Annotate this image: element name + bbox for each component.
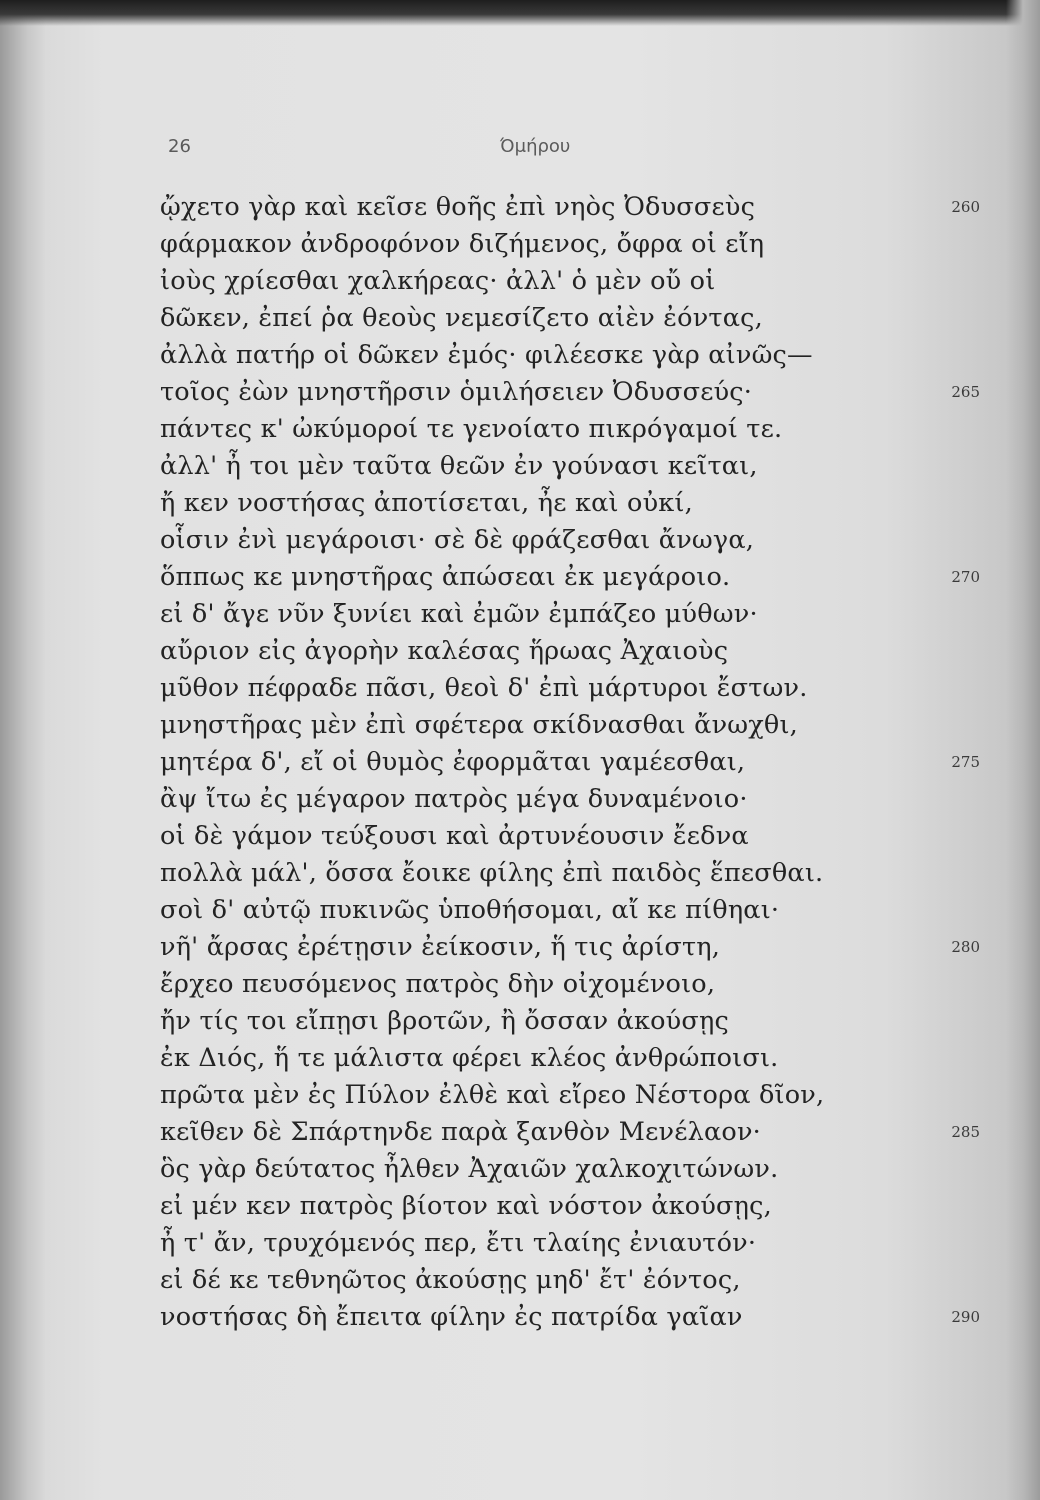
verse-line: εἰ μέν κεν πατρὸς βίοτον καὶ νόστον ἀκούσῃς,	[160, 1191, 772, 1221]
verse-line: σοὶ δ' αὐτῷ πυκινῶς ὑποθήσομαι, αἴ κε πίθηαι·	[160, 895, 780, 925]
verse-line: ἤ κεν νοστήσας ἀποτίσεται, ἦε καὶ οὐκί,	[160, 488, 693, 518]
verse-line: μητέρα δ', εἴ οἱ θυμὸς ἐφορμᾶται γαμέεσθαι,	[160, 747, 746, 777]
page-top-edge	[0, 0, 1040, 26]
verse-line: ἀλλ' ἦ τοι μὲν ταῦτα θεῶν ἐν γούνασι κεῖται,	[160, 451, 758, 481]
verse-line: ἐκ Διός, ἥ τε μάλιστα φέρει κλέος ἀνθρώποισι.	[160, 1043, 779, 1073]
verse-line: ᾤχετο γὰρ καὶ κεῖσε θοῆς ἐπὶ νηὸς Ὀδυσσεὺς	[160, 192, 756, 222]
page-number: 26	[168, 136, 191, 157]
page-right-edge	[1006, 0, 1040, 1500]
line-number: 285	[951, 1123, 980, 1141]
verse-line: ἦ τ' ἄν, τρυχόμενός περ, ἔτι τλαίης ἐνιαυτόν·	[160, 1228, 757, 1258]
verse-line: μνηστῆρας μὲν ἐπὶ σφέτερα σκίδνασθαι ἄνωχθι,	[160, 710, 798, 740]
verse-line: τοῖος ἐὼν μνηστῆρσιν ὁμιλήσειεν Ὀδυσσεύς·	[160, 377, 753, 407]
verse-line: μῦθον πέφραδε πᾶσι, θεοὶ δ' ἐπὶ μάρτυροι ἔστων.	[160, 673, 808, 703]
verse-line: πρῶτα μὲν ἐς Πύλον ἐλθὲ καὶ εἴρεο Νέστορα δῖον,	[160, 1080, 825, 1110]
verse-line: δῶκεν, ἐπεί ῥα θεοὺς νεμεσίζετο αἰὲν ἐόντας,	[160, 303, 763, 333]
line-number: 260	[951, 198, 980, 216]
verse-line: αὔριον εἰς ἀγορὴν καλέσας ἥρωας Ἀχαιοὺς	[160, 636, 729, 666]
verse-line: εἰ δέ κε τεθνηῶτος ἀκούσῃς μηδ' ἔτ' ἐόντος,	[160, 1265, 741, 1295]
verse-line: πολλὰ μάλ', ὅσσα ἔοικε φίλης ἐπὶ παιδὸς ἕπεσθαι.	[160, 858, 824, 888]
verse-line: κεῖθεν δὲ Σπάρτηνδε παρὰ ξανθὸν Μενέλαον·	[160, 1117, 761, 1147]
line-number: 275	[951, 753, 980, 771]
verse-line: ἀλλὰ πατήρ οἱ δῶκεν ἐμός· φιλέεσκε γὰρ αἰνῶς—	[160, 340, 813, 370]
verse-line: πάντες κ' ὠκύμοροί τε γενοίατο πικρόγαμοί τε.	[160, 414, 783, 444]
verse-line: ἂψ ἴτω ἐς μέγαρον πατρὸς μέγα δυναμένοιο·	[160, 784, 748, 814]
line-number: 290	[951, 1308, 980, 1326]
running-head: Όμήρου	[500, 136, 571, 157]
verse-line: φάρμακον ἀνδροφόνον διζήμενος, ὄφρα οἱ εἴη	[160, 229, 765, 259]
line-number: 265	[951, 383, 980, 401]
verse-line: νοστήσας δὴ ἔπειτα φίλην ἐς πατρίδα γαῖαν	[160, 1302, 743, 1332]
verse-line: ἤν τίς τοι εἴπῃσι βροτῶν, ἢ ὄσσαν ἀκούσῃς	[160, 1006, 729, 1036]
verse-line: νῆ' ἄρσας ἐρέτῃσιν ἐείκοσιν, ἥ τις ἀρίστη,	[160, 932, 721, 962]
verse-line: ὅππως κε μνηστῆρας ἀπώσεαι ἐκ μεγάροιο.	[160, 562, 731, 592]
verse-line: οἷσιν ἐνὶ μεγάροισι· σὲ δὲ φράζεσθαι ἄνωγα,	[160, 525, 755, 555]
line-number: 280	[951, 938, 980, 956]
verse-line: ἔρχεο πευσόμενος πατρὸς δὴν οἰχομένοιο,	[160, 969, 716, 999]
verse-line: ἰοὺς χρίεσθαι χαλκήρεας· ἀλλ' ὁ μὲν οὔ οἱ	[160, 266, 716, 296]
verse-line: οἱ δὲ γάμον τεύξουσι καὶ ἀρτυνέουσιν ἔεδνα	[160, 821, 749, 851]
verse-line: ὃς γὰρ δεύτατος ἦλθεν Ἀχαιῶν χαλκοχιτώνων.	[160, 1154, 779, 1184]
line-number: 270	[951, 568, 980, 586]
verse-line: εἰ δ' ἄγε νῦν ξυνίει καὶ ἐμῶν ἐμπάζεο μύθων·	[160, 599, 758, 629]
spine-shadow	[0, 0, 46, 1500]
